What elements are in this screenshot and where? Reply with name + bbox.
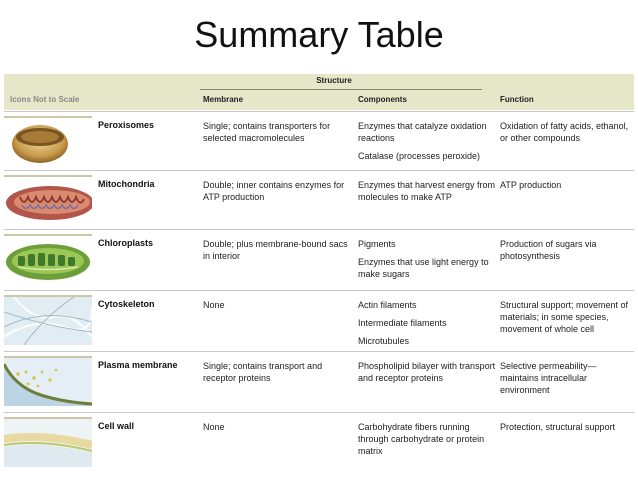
component-item: Enzymes that harvest energy from molecules to make ATP	[358, 180, 496, 202]
component-item: Enzymes that catalyze oxidation reactions	[358, 121, 487, 143]
membrane-cell: Double; plus membrane-bound sacs in interior	[203, 239, 348, 261]
row-name: Mitochondria	[98, 179, 155, 189]
table-row-chloroplasts	[4, 229, 634, 289]
components-cell	[358, 421, 498, 463]
peroxisome-icon	[4, 116, 92, 164]
membrane-cell: Double; inner contains enzymes for ATP production	[203, 180, 345, 202]
row-name: Peroxisomes	[98, 120, 155, 130]
row-name: Cell wall	[98, 421, 135, 431]
component-item: Microtubules	[358, 336, 410, 346]
function-cell: Selective permeability—maintains intracellular environment	[500, 361, 597, 395]
table-row-cytoskeleton	[4, 290, 634, 350]
table-row-plasma-membrane	[4, 351, 634, 411]
function-cell: Structural support; movement of materials; in some species, movement of whole cell	[500, 300, 629, 334]
components-cell	[358, 120, 498, 168]
row-name: Chloroplasts	[98, 238, 154, 248]
page-title: Summary Table	[194, 14, 444, 55]
table-header-columns	[4, 90, 634, 110]
cytoskeleton-icon	[4, 295, 92, 343]
icons-note-header: Icons Not to Scale	[10, 95, 80, 104]
components-cell	[358, 299, 498, 353]
component-item: Catalase (processes peroxide)	[358, 151, 481, 161]
component-item: Pigments	[358, 239, 396, 249]
summary-table	[4, 74, 634, 476]
table-row-mitochondria	[4, 170, 634, 228]
function-header: Function	[500, 95, 534, 104]
row-name: Plasma membrane	[98, 360, 178, 370]
membrane-header: Membrane	[203, 95, 244, 104]
function-cell: Protection, structural support	[500, 422, 616, 432]
table-row-cell-wall	[4, 412, 634, 476]
components-header: Components	[358, 95, 407, 104]
function-cell: ATP production	[500, 180, 562, 190]
components-cell	[358, 360, 498, 390]
membrane-cell: None	[203, 422, 225, 432]
components-cell	[358, 179, 498, 209]
component-item: Carbohydrate fibers running through carbohydrate or protein matrix	[358, 422, 485, 456]
cell-wall-icon	[4, 417, 92, 465]
component-item: Actin filaments	[358, 300, 417, 310]
membrane-cell: Single; contains transport and receptor proteins	[203, 361, 323, 383]
structure-header: Structure	[316, 76, 352, 85]
table-header-structure	[4, 74, 634, 90]
membrane-cell: None	[203, 300, 225, 310]
row-name: Cytoskeleton	[98, 299, 155, 309]
chloroplast-icon	[4, 234, 92, 282]
components-cell	[358, 238, 498, 286]
component-item: Phospholipid bilayer with transport and receptor proteins	[358, 361, 496, 383]
function-cell: Oxidation of fatty acids, ethanol, or other compounds	[500, 121, 629, 143]
function-cell: Production of sugars via photosynthesis	[500, 239, 597, 261]
component-item: Enzymes that use light energy to make sugars	[358, 257, 489, 279]
membrane-cell: Single; contains transporters for selected macromolecules	[203, 121, 331, 143]
component-item: Intermediate filaments	[358, 318, 447, 328]
plasma-membrane-icon	[4, 356, 92, 404]
table-row-peroxisomes	[4, 111, 634, 169]
mitochondrion-icon	[4, 175, 92, 223]
